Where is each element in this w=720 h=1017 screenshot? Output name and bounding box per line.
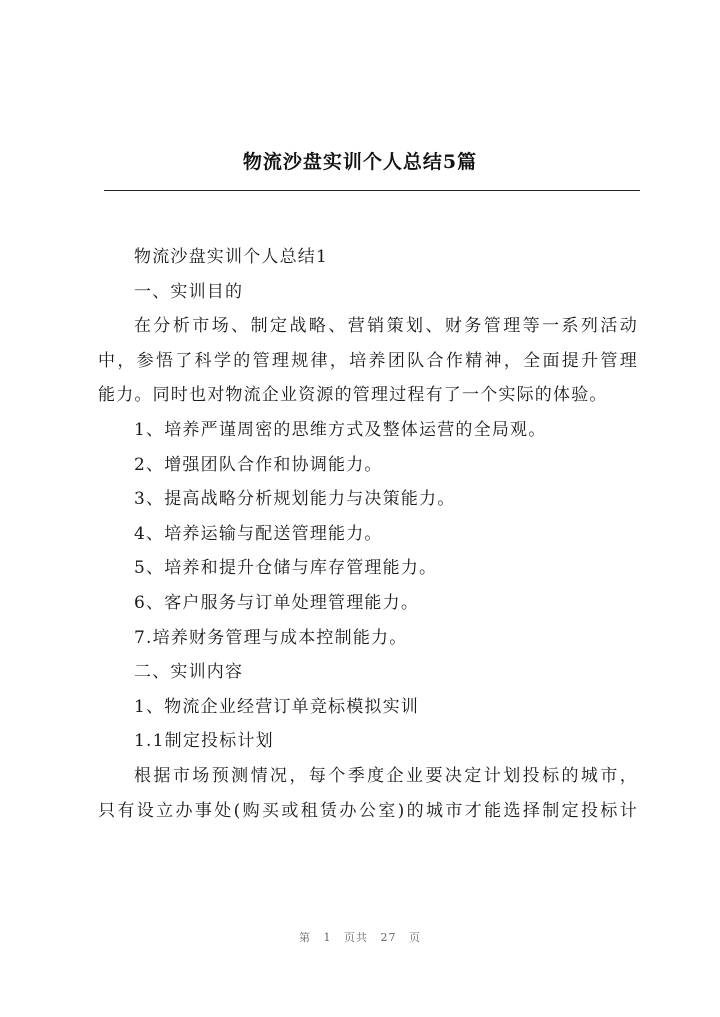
paragraph-line: 能力。同时也对物流企业资源的管理过程有了一个实际的体验。: [98, 385, 608, 406]
paragraph-line: 中，参悟了科学的管理规律，培养团队合作精神，全面提升管理: [98, 350, 638, 371]
section-heading: 物流沙盘实训个人总结1: [134, 247, 329, 267]
footer-middle: 页共: [344, 931, 368, 944]
paragraph-line: 在分析市场、制定战略、营销策划、财务管理等一系列活动: [134, 316, 638, 337]
list-item: 1、培养严谨周密的思维方式及整体运营的全局观。: [134, 419, 547, 440]
list-item: 7.培养财务管理与成本控制能力。: [134, 627, 408, 648]
page-footer: [0, 929, 720, 945]
list-item: 6、客户服务与订单处理管理能力。: [134, 592, 420, 613]
list-item: 2、增强团队合作和协调能力。: [134, 454, 383, 475]
list-item: 1、物流企业经营订单竞标模拟实训: [134, 696, 420, 717]
footer-prefix: 第: [299, 931, 311, 944]
list-item: 5、培养和提升仓储与库存管理能力。: [134, 558, 438, 579]
paragraph-line: 只有设立办事处(购买或租赁办公室)的城市才能选择制定投标计: [98, 800, 638, 821]
paragraph-line: 根据市场预测情况，每个季度企业要决定计划投标的城市，: [134, 765, 638, 786]
list-item: 1.1制定投标计划: [134, 731, 274, 752]
footer-suffix: 页: [409, 931, 421, 944]
document-title: 物流沙盘实训个人总结5篇: [242, 151, 478, 173]
title-divider: [104, 190, 640, 191]
subsection-heading: 二、实训内容: [134, 662, 244, 683]
list-item: 4、培养运输与配送管理能力。: [134, 523, 383, 544]
footer-current-page: 1: [323, 931, 332, 944]
list-item: 3、提高战略分析规划能力与决策能力。: [134, 489, 456, 510]
footer-total-pages: 27: [380, 931, 397, 944]
document-body: [98, 240, 638, 828]
subsection-heading: 一、实训目的: [134, 281, 244, 302]
